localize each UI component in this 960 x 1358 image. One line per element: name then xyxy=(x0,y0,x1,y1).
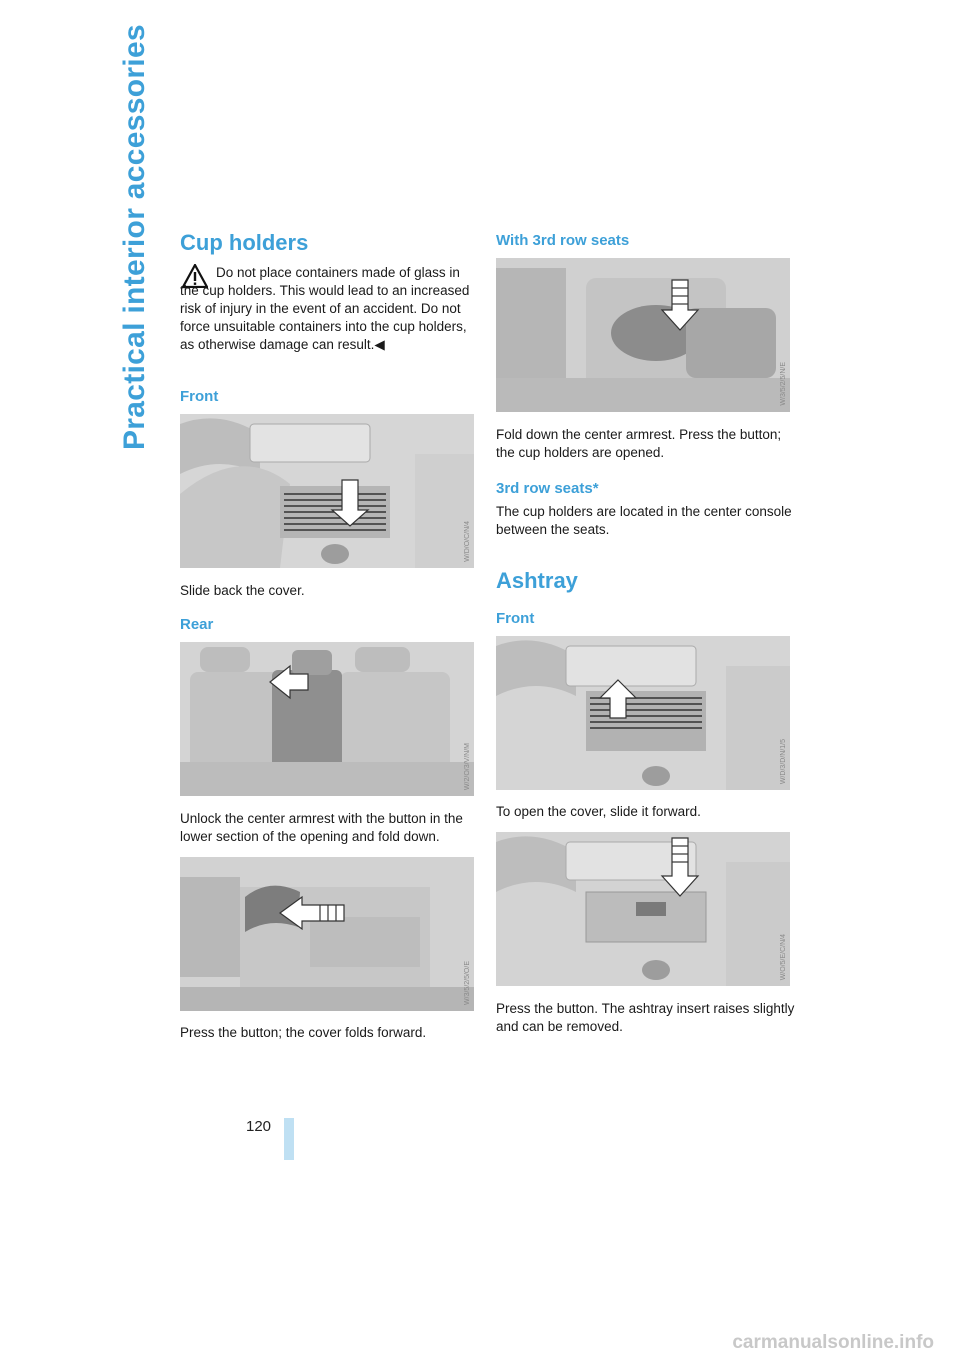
ashtray-cover-figure xyxy=(496,636,790,790)
figure-id: W/D/O/C/N/4 xyxy=(464,521,471,562)
third-row-figure xyxy=(496,258,790,412)
ashtray-caption-1: To open the cover, slide it forward. xyxy=(496,804,701,819)
ashtray-caption-2: Press the button. The ashtray insert raises slightly and can be removed. xyxy=(496,1001,795,1034)
warning-text: Do not place containers made of glass in the cup holders. This would lead to an increased risk of injury in the event of an accident. Do not force unsuitable containers into the cup holders, as otherwise damage can result.◀ xyxy=(180,265,470,352)
third-row-seats-heading: 3rd row seats* xyxy=(496,480,599,497)
front-caption: Slide back the cover. xyxy=(180,583,305,598)
rear-armrest-figure xyxy=(180,642,474,796)
third-row-caption: Fold down the center armrest. Press the button; the cup holders are opened. xyxy=(496,427,782,460)
rear-caption-2: Press the button; the cover folds forward. xyxy=(180,1025,427,1040)
cup-holders-heading: Cup holders xyxy=(180,230,309,255)
ashtray-heading: Ashtray xyxy=(496,568,578,593)
rear-cover-figure xyxy=(180,857,474,1011)
page-number-bar xyxy=(284,1118,294,1160)
front-heading: Front xyxy=(180,388,219,405)
section-title: Practical interior accessories xyxy=(118,24,151,450)
figure-id: W/3/5/2/5/N/E xyxy=(780,362,787,406)
ashtray-front-heading: Front xyxy=(496,610,535,627)
ashtray-button-figure xyxy=(496,832,790,986)
figure-id: W/2/O/3/V/N/M xyxy=(464,742,471,790)
front-cup-holder-figure xyxy=(180,414,474,568)
footer-watermark: carmanualsonline.info xyxy=(732,1332,934,1353)
figure-id: W/D/3/D/N/1/5 xyxy=(780,738,787,784)
with-3rd-row-heading: With 3rd row seats xyxy=(496,232,630,249)
figure-id: W/O/5/E/C/N/4 xyxy=(780,933,787,980)
page-number: 120 xyxy=(246,1118,272,1135)
figure-id: W/3/5/2/5/O/E xyxy=(464,961,471,1005)
third-row-seats-text: The cup holders are located in the center console between the seats. xyxy=(496,504,792,537)
rear-caption-1: Unlock the center armrest with the button in the lower section of the opening and fold down. xyxy=(180,811,463,844)
rear-heading: Rear xyxy=(180,616,214,633)
